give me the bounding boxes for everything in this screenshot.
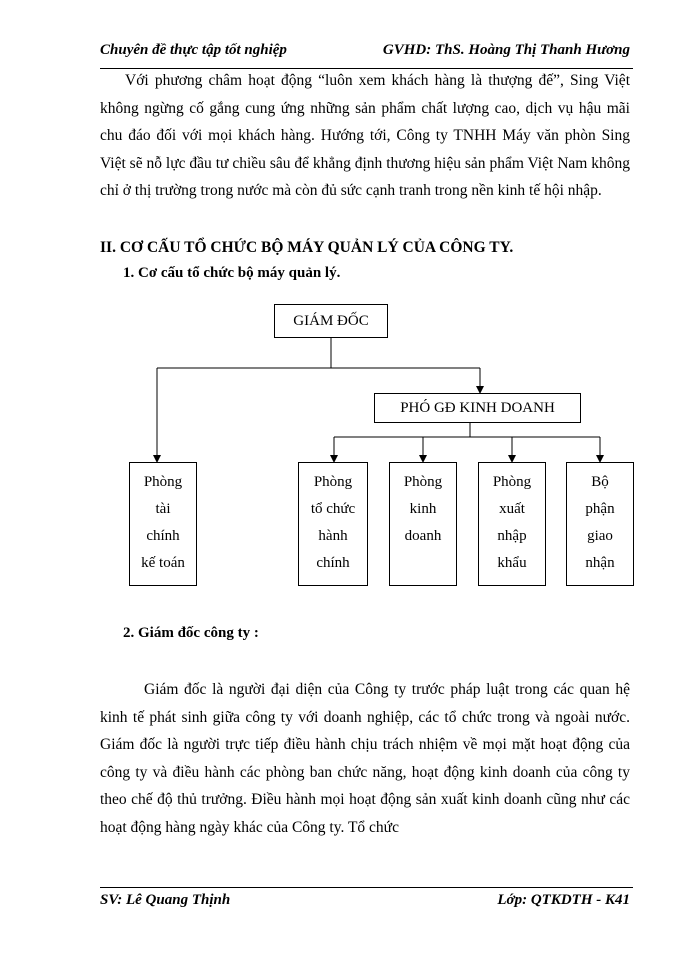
dept-line: xuất: [499, 501, 525, 517]
org-box-import-export: [478, 462, 546, 586]
dept-line: kế toán: [141, 555, 185, 571]
dept-line: kinh: [409, 501, 437, 517]
footer-class: Lớp: QTKDTH - K41: [497, 892, 630, 908]
footer-student-name: SV: Lê Quang Thịnh: [100, 892, 231, 908]
intro-paragraph: Với phương châm hoạt động “luôn xem khách hàng là thượng đế”, Sing Việt không ngừng cố gắng cung ứng những sản phẩm chất lượng cao, dịch vụ hậu mãi chu đáo đối với mọi khách hàng. Hướng tới, Công ty TNHH Máy văn phòn Sing Việt sẽ nỗ lực đầu tư chiều sâu để khẳng định thương hiệu sản phẩm Việt Nam không chỉ ở thị trường trong nước mà còn đủ sức cạnh tranh trong nền kinh tế hội nhập.: [100, 72, 630, 199]
dept-line: nhận: [585, 555, 615, 571]
dept-line: Bộ: [591, 474, 609, 490]
dept-line: giao: [587, 528, 613, 544]
page-footer: [100, 892, 630, 909]
dept-line: Phòng: [143, 474, 183, 490]
dept-line: Phòng: [403, 474, 443, 490]
dept-line: chính: [316, 555, 350, 571]
dept-line: hành: [318, 528, 348, 544]
dept-line: phận: [585, 501, 615, 517]
dept-line: Phòng: [492, 474, 532, 490]
header-supervisor: GVHD: ThS. Hoàng Thị Thanh Hương: [382, 42, 630, 58]
director-paragraph: Giám đốc là người đại diện của Công ty trước pháp luật trong các quan hệ kinh tế phát sinh giữa công ty với doanh nghiệp, các tổ chức trong và ngoài nước. Giám đốc là người trực tiếp điều hành chịu trách nhiệm về mọi mặt hoạt động của công ty và điều hành các phòng ban chức năng, hoạt động kinh doanh của công ty theo chế độ thủ trưởng. Điều hành mọi hoạt động sản xuất kinh doanh cũng như các hoạt động hàng ngày khác của Công ty. Tổ chức: [100, 681, 630, 836]
header-course-title: Chuyên đề thực tập tốt nghiệp: [100, 42, 287, 58]
dept-line: tổ chức: [310, 501, 356, 517]
dept-line: doanh: [404, 528, 442, 544]
org-box-sales: [389, 462, 457, 586]
org-box-director: GIÁM ĐỐC: [274, 304, 388, 338]
org-box-vice-director: PHÓ GĐ KINH DOANH: [374, 393, 581, 423]
section-ii-heading: II. CƠ CẤU TỔ CHỨC BỘ MÁY QUẢN LÝ CỦA CÔNG TY.: [100, 239, 514, 256]
dept-line: nhập: [497, 528, 527, 544]
org-box-admin-personnel: [298, 462, 368, 586]
subsection-1-heading: 1. Cơ cấu tổ chức bộ máy quản lý.: [123, 265, 341, 281]
dept-line: tài: [155, 501, 171, 517]
org-box-delivery: [566, 462, 634, 586]
org-box-finance-accounting: [129, 462, 197, 586]
dept-line: khẩu: [497, 555, 527, 571]
subsection-2-heading: 2. Giám đốc công ty :: [123, 625, 259, 641]
dept-line: Phòng: [313, 474, 353, 490]
footer-rule: [100, 887, 633, 888]
dept-line: chính: [146, 528, 180, 544]
